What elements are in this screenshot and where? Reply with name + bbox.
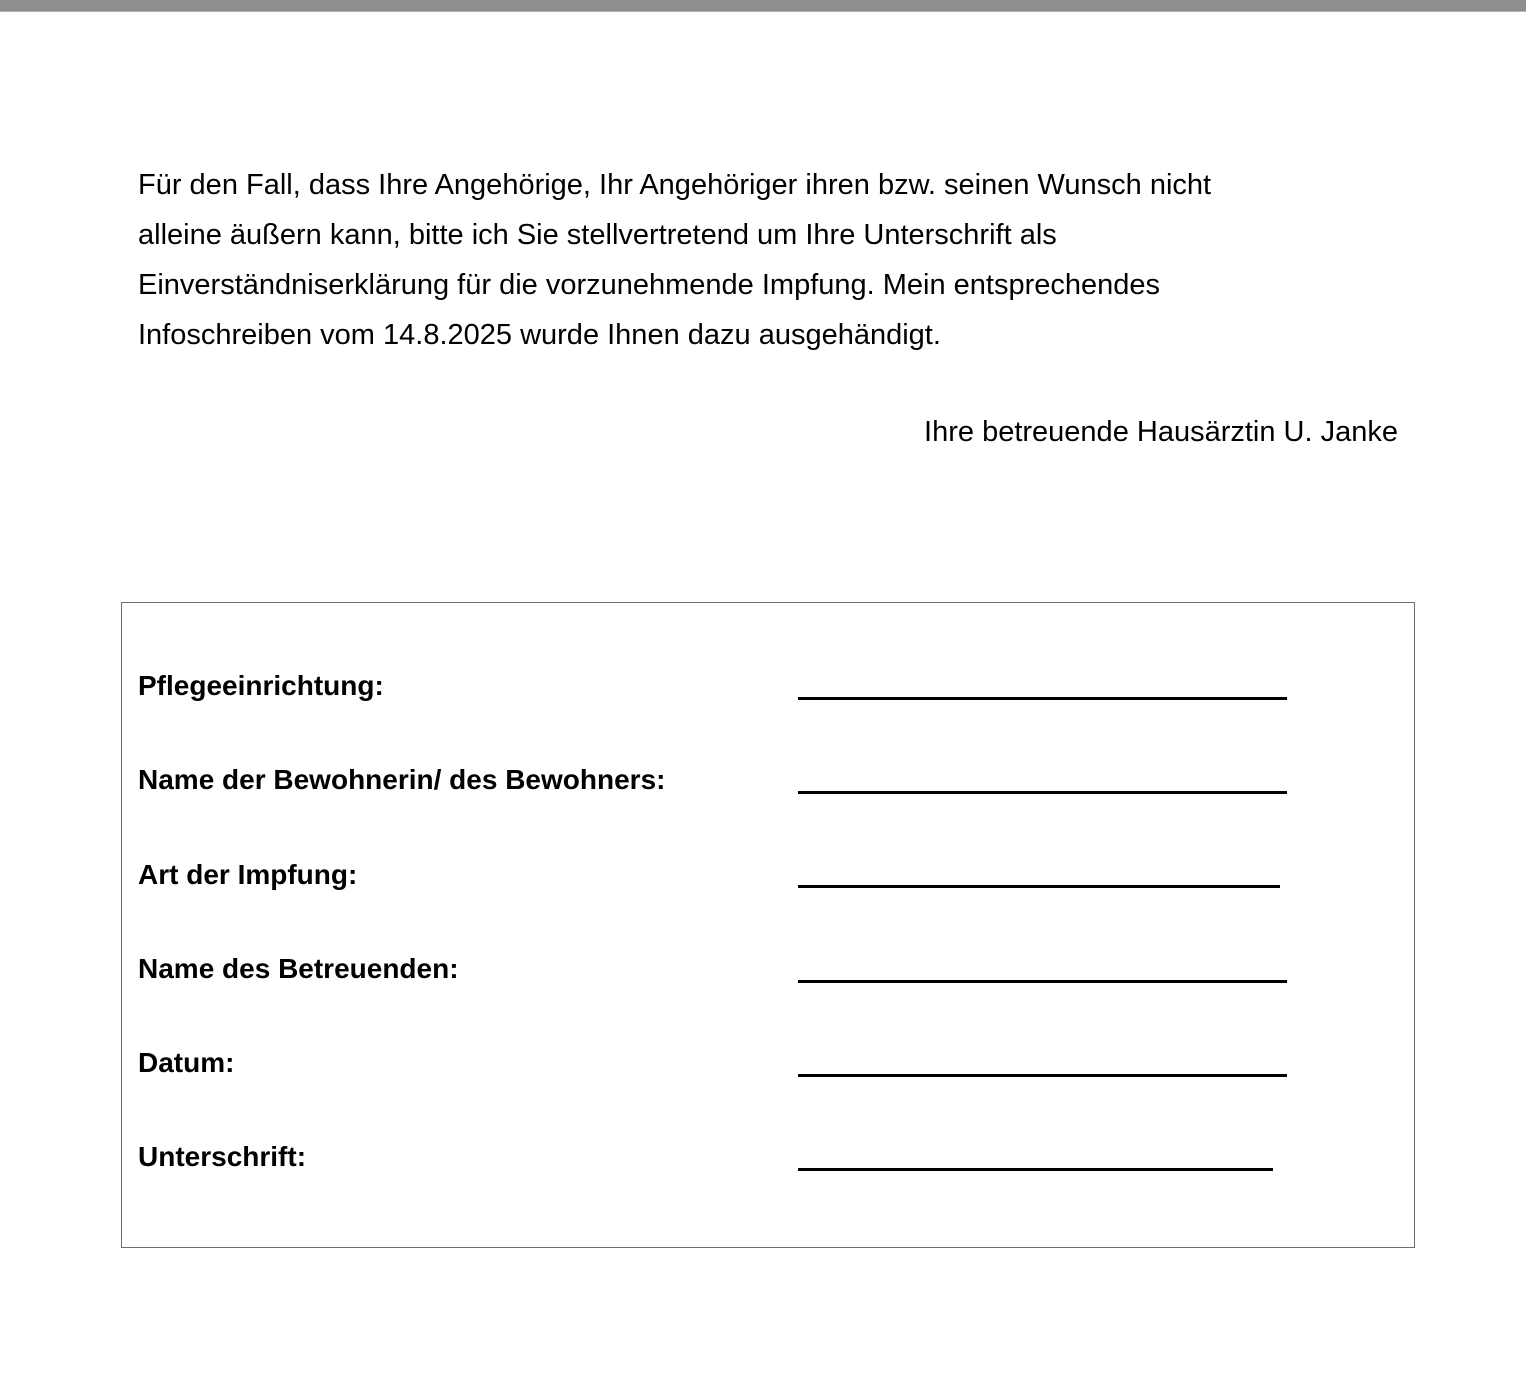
- field-label-pflegeeinrichtung: Pflegeeinrichtung:: [138, 670, 384, 701]
- field-label-betreuender-name: Name des Betreuenden:: [138, 953, 459, 984]
- consent-form-box: [121, 602, 1415, 1248]
- field-line-betreuender-name[interactable]: [798, 980, 1287, 983]
- field-line-art-der-impfung[interactable]: [798, 885, 1280, 888]
- intro-line: alleine äußern kann, bitte ich Sie stellvertretend um Ihre Unterschrift als: [138, 219, 1057, 251]
- field-line-datum[interactable]: [798, 1074, 1287, 1077]
- window-top-bar: [0, 0, 1526, 12]
- field-label-unterschrift: Unterschrift:: [138, 1141, 307, 1172]
- field-label-datum: Datum:: [138, 1047, 235, 1078]
- intro-paragraph: [138, 160, 1418, 360]
- signoff-text: Ihre betreuende Hausärztin U. Janke: [924, 416, 1398, 448]
- intro-line: Infoschreiben vom 14.8.2025 wurde Ihnen dazu ausgehändigt.: [138, 319, 941, 351]
- field-label-art-der-impfung: Art der Impfung:: [138, 859, 358, 890]
- intro-line: Einverständniserklärung für die vorzunehmende Impfung. Mein entsprechendes: [138, 269, 1161, 301]
- field-line-bewohner-name[interactable]: [798, 791, 1287, 794]
- intro-line: Für den Fall, dass Ihre Angehörige, Ihr Angehöriger ihren bzw. seinen Wunsch nicht: [138, 169, 1212, 201]
- field-line-unterschrift[interactable]: [798, 1168, 1273, 1171]
- field-line-pflegeeinrichtung[interactable]: [798, 697, 1287, 700]
- field-label-bewohner-name: Name der Bewohnerin/ des Bewohners:: [138, 764, 666, 795]
